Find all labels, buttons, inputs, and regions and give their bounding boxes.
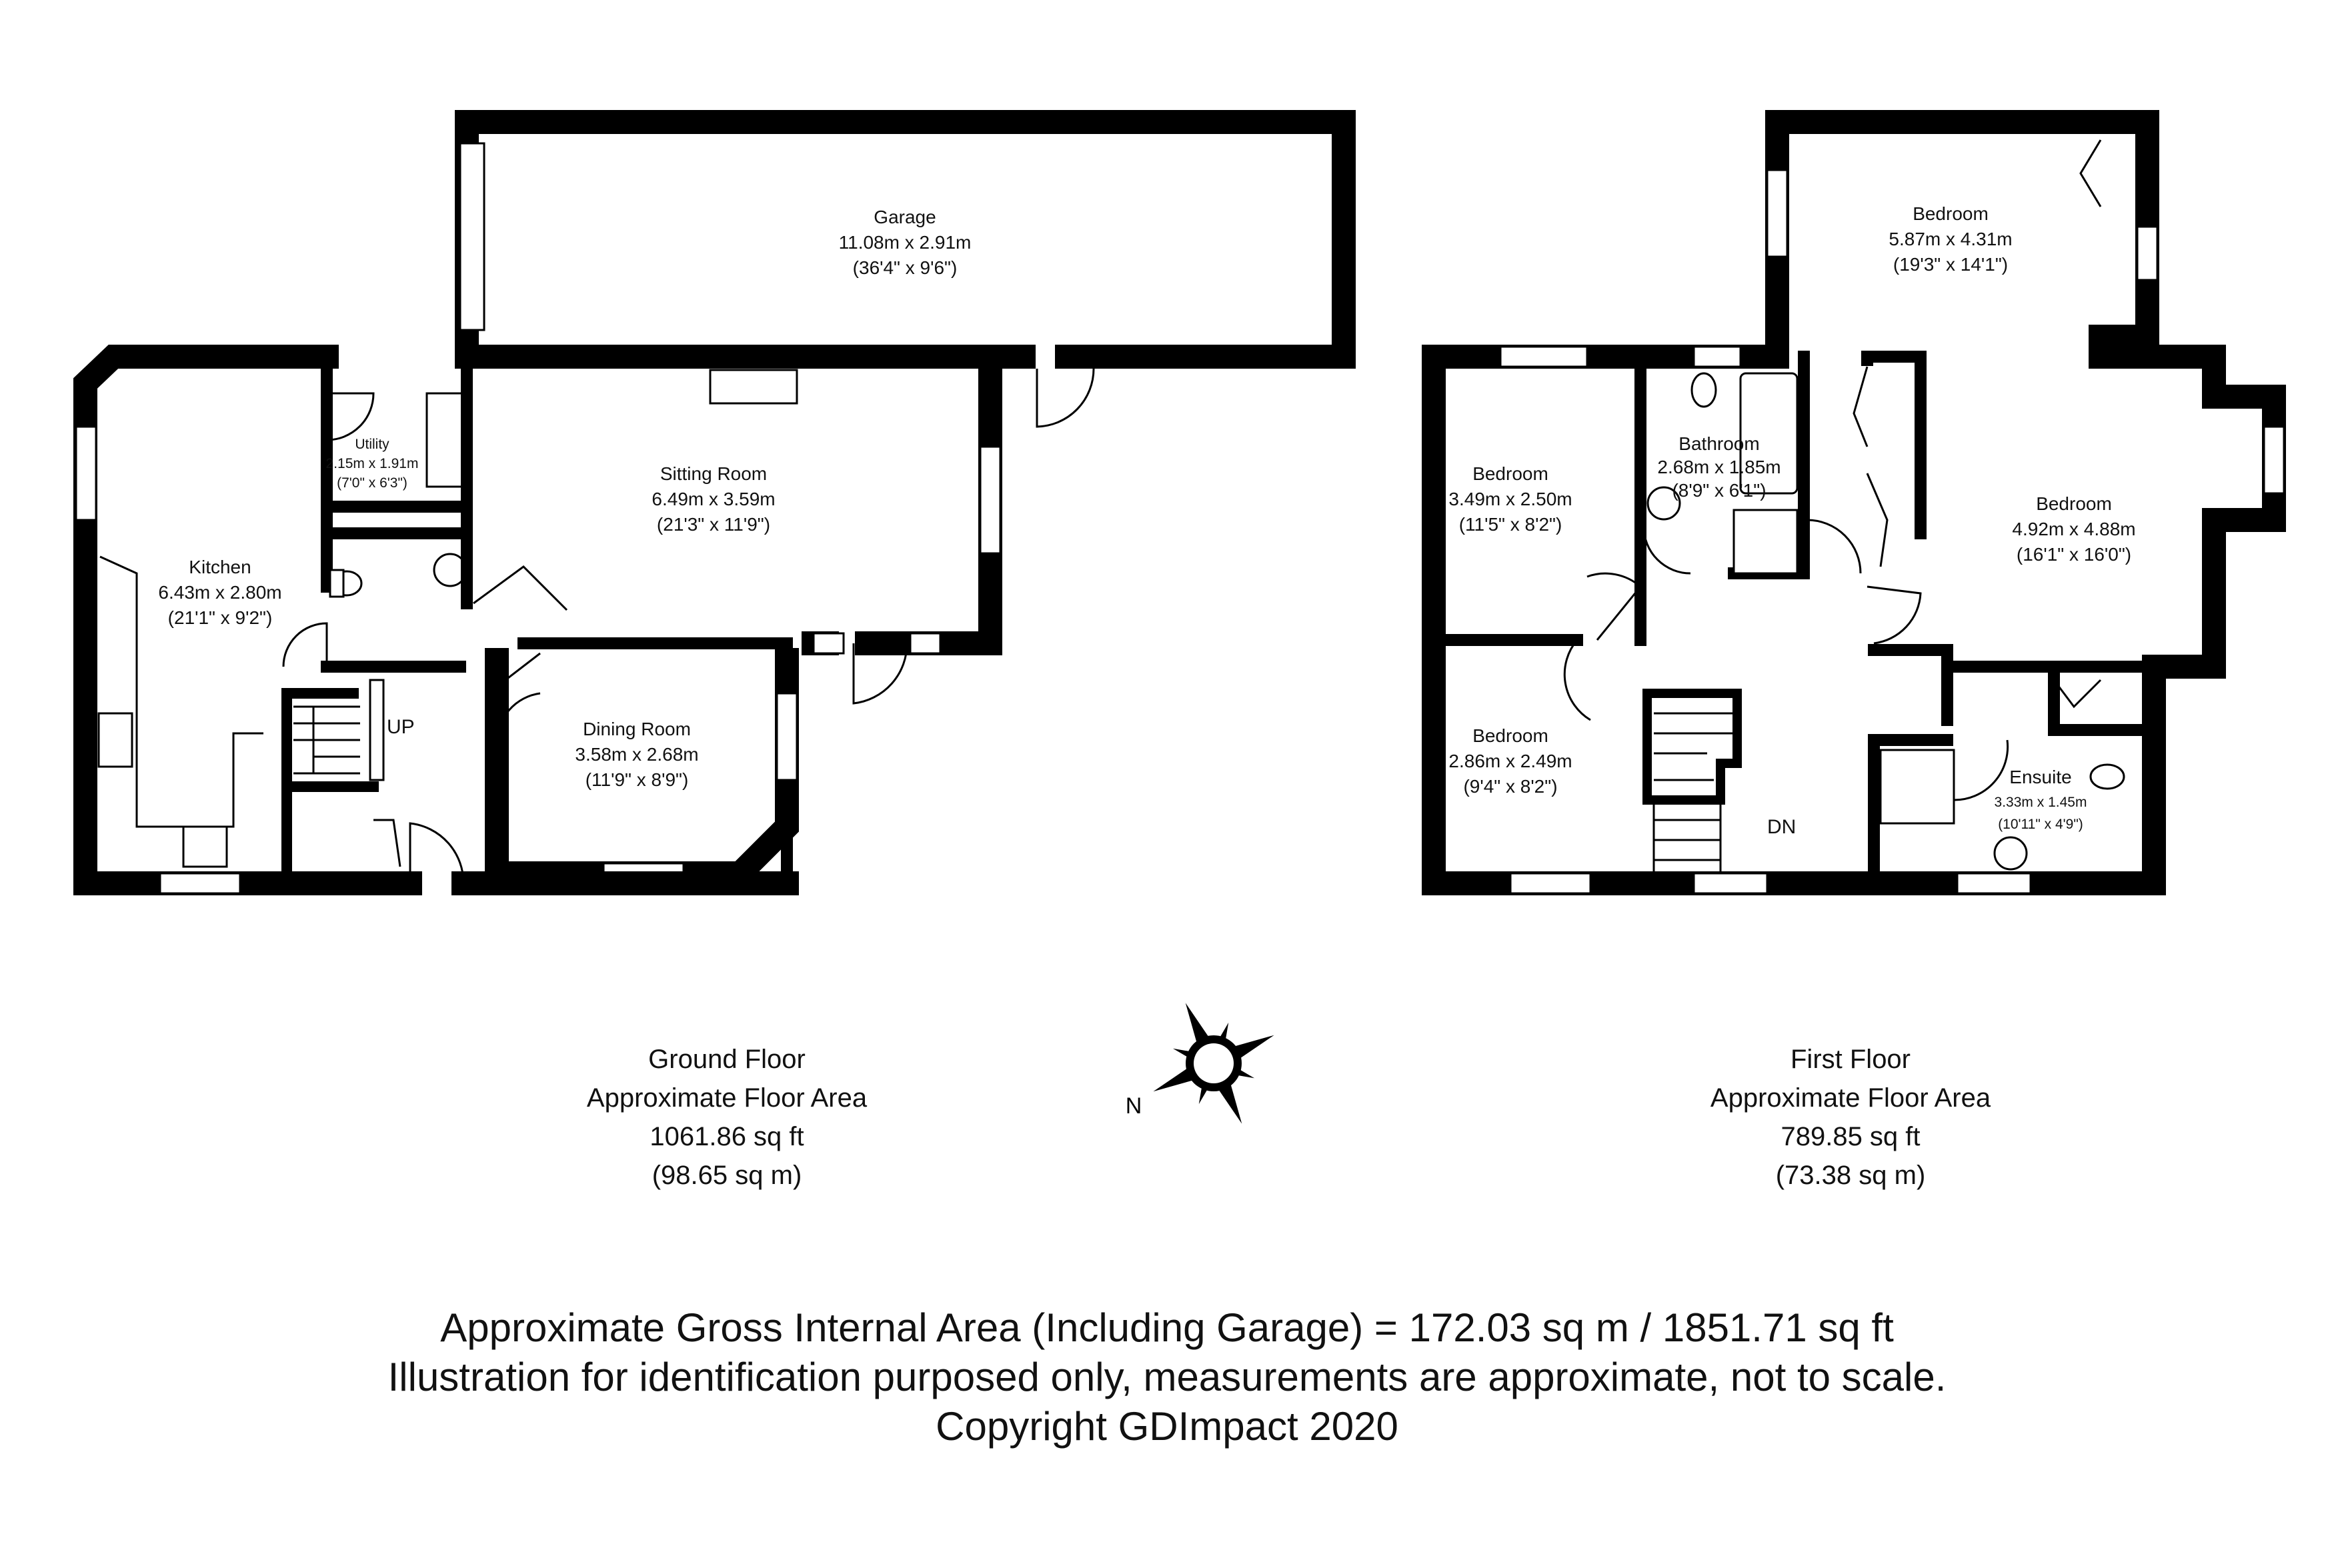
bathroom-imperial: (8'9" x 6'1")	[1672, 480, 1767, 501]
stair-well	[1647, 693, 1737, 800]
first-floor-plan	[1434, 122, 2284, 893]
sitting-room-window	[980, 447, 1000, 553]
bed3-name: Bedroom	[2036, 493, 2112, 514]
ground-floor-area-sqft: 1061.86 sq ft	[650, 1122, 804, 1151]
kitchen-metric: 6.43m x 2.80m	[158, 582, 282, 603]
bed1-metric: 5.87m x 4.31m	[1889, 229, 2013, 249]
wc-walls	[327, 533, 467, 667]
garage-window	[460, 143, 484, 330]
bed4-name: Bedroom	[1472, 725, 1548, 746]
bed2-window	[1500, 347, 1587, 367]
bed1-window-right	[2137, 227, 2157, 280]
dining-room-walls	[497, 660, 787, 873]
bathroom-toilet	[1692, 373, 1716, 407]
kitchen-front-window	[160, 873, 240, 893]
first-floor-area-label: Approximate Floor Area	[1710, 1083, 1991, 1113]
bed1-name: Bedroom	[1913, 203, 1989, 224]
bed4-window	[1510, 873, 1590, 893]
utility-worktop	[427, 393, 463, 487]
ensuite-shower	[1881, 750, 1954, 823]
bed3-metric: 4.92m x 4.88m	[2012, 519, 2136, 539]
stair-walls	[287, 693, 373, 883]
sitting-room-name: Sitting Room	[660, 463, 768, 484]
ensuite-window	[1957, 873, 2031, 893]
bathroom-door	[1644, 527, 1690, 573]
disclaimer: Illustration for identification purposed only, measurements are approximate, not to scale.	[387, 1355, 1947, 1399]
first-stairs-label: DN	[1767, 816, 1797, 838]
bed3-door	[1867, 587, 1921, 643]
first-floor-title: First Floor	[1791, 1045, 1911, 1074]
garage-name: Garage	[874, 207, 936, 227]
ground-stairs-label: UP	[387, 716, 415, 738]
bathroom-shower	[1734, 510, 1797, 573]
first-floor-area-sqft: 789.85 sq ft	[1781, 1122, 1921, 1151]
copyright: Copyright GDImpact 2020	[936, 1404, 1398, 1449]
footer-notes	[0, 1303, 2334, 1451]
kitchen-hob	[99, 713, 132, 767]
garage-imperial: (36'4" x 9'6")	[852, 257, 958, 278]
bed4-door	[1564, 640, 1590, 720]
ground-floor-plan	[76, 122, 1344, 893]
wc-cistern	[330, 570, 343, 597]
compass-north-label: N	[1125, 1093, 1142, 1119]
first-floor-area-sqm: (73.38 sq m)	[1775, 1161, 1926, 1190]
bed1-door	[1807, 520, 1861, 573]
ground-floor-title: Ground Floor	[648, 1045, 806, 1074]
sitting-room-partition	[467, 357, 787, 873]
dining-room-imperial: (11'9" x 8'9")	[585, 769, 689, 790]
bed2-door	[1587, 573, 1640, 640]
bed2-imperial: (11'5" x 8'2")	[1458, 514, 1562, 535]
utility-door-swing	[327, 393, 373, 440]
landing-window	[1694, 873, 1767, 893]
sitting-room-door-window-left	[814, 633, 844, 653]
bathroom-window	[1694, 347, 1740, 367]
kitchen-imperial: (21'1" x 9'2")	[167, 607, 273, 628]
bed4-imperial: (9'4" x 8'2")	[1463, 776, 1558, 797]
utility-name: Utility	[355, 437, 389, 452]
dining-room-name: Dining Room	[583, 719, 691, 739]
sitting-room-metric: 6.49m x 3.59m	[652, 489, 776, 509]
garage-metric: 11.08m x 2.91m	[838, 232, 972, 253]
kitchen-side-window	[76, 427, 96, 520]
wc-door-swing	[283, 623, 327, 667]
ground-floor-area-caption	[460, 1040, 994, 1195]
ensuite-basin	[1995, 837, 2027, 869]
stair-rail	[370, 680, 383, 780]
bed3-imperial: (16'1" x 16'0")	[2016, 544, 2132, 565]
ensuite-door	[1954, 740, 2008, 800]
sitting-room-door-window-right	[910, 633, 940, 653]
bathroom-name: Bathroom	[1678, 433, 1760, 454]
gross-internal-area: Approximate Gross Internal Area (Including Garage) = 172.03 sq m / 1851.71 sq ft	[440, 1305, 1894, 1350]
bed1-imperial: (19'3" x 14'1")	[1893, 254, 2009, 275]
bed4-metric: 2.86m x 2.49m	[1448, 751, 1572, 771]
sitting-room-walls	[814, 360, 990, 643]
utility-imperial: (7'0" x 6'3")	[337, 475, 407, 491]
kitchen-name: Kitchen	[189, 557, 251, 577]
dining-room-window-side	[777, 693, 797, 780]
utility-metric: 2.15m x 1.91m	[325, 456, 419, 471]
bed2-name: Bedroom	[1472, 463, 1548, 484]
sitting-room-door	[473, 567, 567, 610]
ground-floor-area-label: Approximate Floor Area	[586, 1083, 868, 1113]
dining-room-metric: 3.58m x 2.68m	[575, 744, 699, 765]
stair-treads	[293, 707, 360, 773]
wardrobe-doors	[1854, 140, 2101, 707]
kitchen-sink	[183, 827, 227, 867]
sitting-room-fireplace	[710, 370, 797, 403]
ground-floor-area-sqm: (98.65 sq m)	[652, 1161, 802, 1190]
sitting-room-imperial: (21'3" x 11'9")	[656, 514, 771, 535]
compass-rose-icon	[1125, 975, 1302, 1152]
first-floor-area-caption	[1584, 1040, 2117, 1195]
hall-cupboard-door	[373, 820, 400, 867]
ensuite-imperial: (10'11" x 4'9")	[1998, 817, 2083, 832]
bed2-metric: 3.49m x 2.50m	[1448, 489, 1572, 509]
ensuite-name: Ensuite	[2009, 767, 2072, 787]
ensuite-metric: 3.33m x 1.45m	[1994, 795, 2087, 810]
bed3-window	[2264, 427, 2284, 493]
bathroom-metric: 2.68m x 1.85m	[1657, 457, 1781, 477]
bed1-window-left	[1767, 170, 1787, 257]
garage-door-swing	[1037, 369, 1094, 427]
ensuite-toilet	[2091, 765, 2124, 789]
